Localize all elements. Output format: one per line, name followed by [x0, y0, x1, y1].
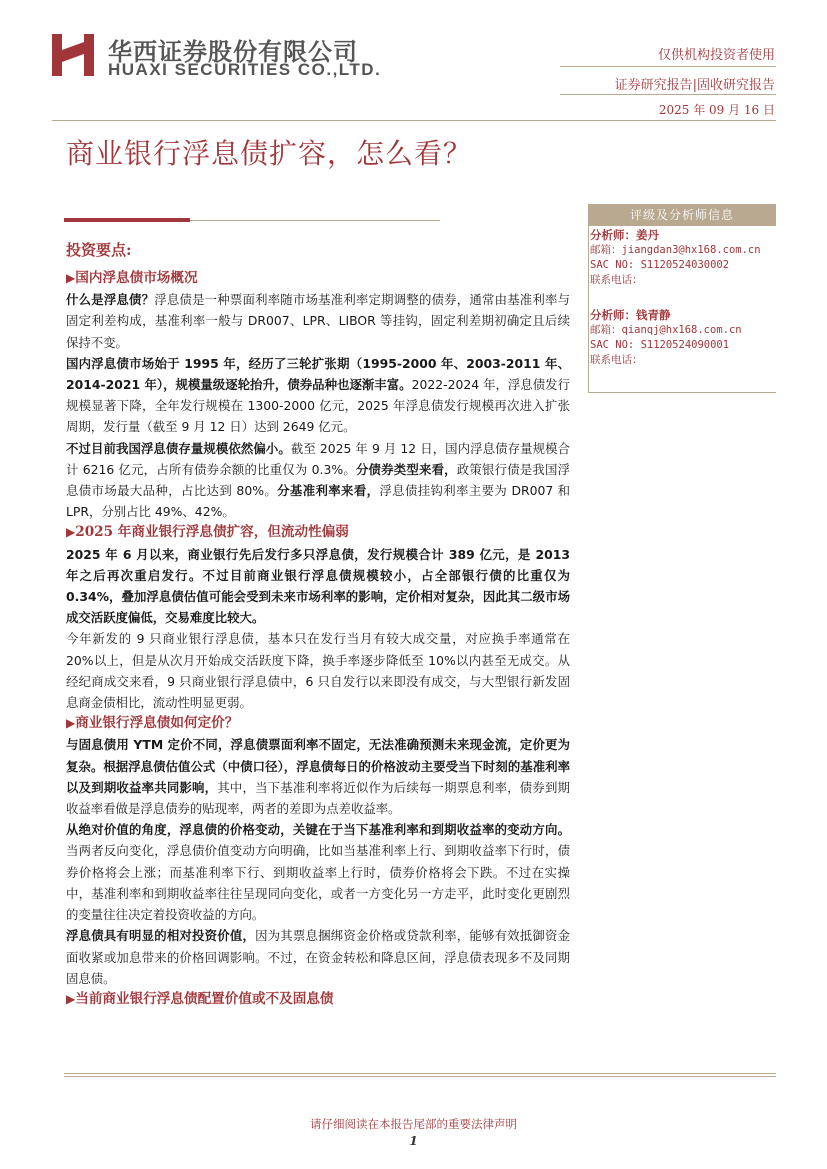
report-type: 证券研究报告|固收研究报告 [614, 78, 775, 93]
footer-rule-1 [64, 1073, 776, 1074]
analyst-email[interactable]: 邮箱：qianqj@hx168.com.cn [590, 324, 742, 336]
analyst-sac: SAC NO: S1120524030002 [590, 259, 730, 271]
header-rule [52, 120, 776, 121]
company-name-cn: 华西证券股份有限公司 [108, 37, 358, 66]
panel-bottom-rule [588, 392, 776, 393]
report-date: 2025 年 09 月 16 日 [658, 103, 775, 117]
page-title: 商业银行浮息债扩容，怎么看？ [66, 137, 473, 170]
triangle-icon: ▶ [66, 991, 76, 1006]
triangle-icon: ▶ [66, 271, 76, 285]
paragraph: 从绝对价值的角度，浮息债的价格变动，关键在于当下基准利率和到期收益率的变动方向。当两者反向变化，浮息债价值变动方向明确，比如当基准利率上行、到期收益率下行时，债券价格将会上涨；而基准利率下行、到期收益率上行时，债券价格将会下跌。不过在实操中，基准利率和到期收益率往往呈现同向变化，或者一方变化另一方走平，此时变化更剧烈的变量往往决定着投资收益的方向。 [66, 822, 570, 923]
paragraph: 国内浮息债市场始于 1995 年，经历了三轮扩张期（1995-2000 年、2003-2011 年、2014-2021 年），规模量级逐轮抬升，债券品种也逐渐丰富。2022-2024 年，浮息债发行规模显著下降，全年发行规模在 1300-2000 亿元，2025 年浮息债发行规模再次进入扩张周期，发行量（截至 9 月 12 日）达到 2649 亿元。 [66, 355, 570, 435]
section-heading-2: ▶2025 年商业银行浮息债扩容，但流动性偏弱 [66, 524, 349, 541]
analyst-name: 分析师：钱青静 [590, 308, 671, 322]
key-points-label: 投资要点: [66, 241, 132, 259]
huaxi-logo-icon [52, 34, 94, 76]
section-heading-1: ▶国内浮息债市场概况 [66, 270, 198, 286]
analyst-name: 分析师：姜丹 [590, 228, 659, 242]
analyst-sac: SAC NO: S1120524090001 [590, 339, 730, 351]
paragraph: 什么是浮息债？浮息债是一种票面利率随市场基准利率定期调整的债券，通常由基准利率与固定利差构成，基准利率一般与 DR007、LPR、LIBOR 等挂钩，固定利差期初确定且后续保持不变。 [66, 292, 571, 350]
paragraph: 不过目前我国浮息债存量规模依然偏小。截至 2025 年 9 月 12 日，国内浮息债存量规模合计 6216 亿元，占所有债券余额的比重仅为 0.3%。分债券类型来看，政策银行债是我国浮息债市场最大品种，占比达到 80%。分基准利率来看，浮息债挂钩利率主要为 DR007 和 LPR，分别占比 49%、42%。 [66, 440, 571, 520]
main-content [66, 268, 570, 1010]
paragraph: 2025 年 6 月以来，商业银行先后发行多只浮息债，发行规模合计 389 亿元，是 2013 年之后再次重启发行。不过目前商业银行浮息债规模较小，占全部银行债的比重仅为 0.34%，叠加浮息债估值可能会受到未来市场利率的影响，定价相对复杂，因此其二级市场成交活跃度偏低，交易难度比较大。 [66, 546, 570, 626]
section-heading-3: ▶商业银行浮息债如何定价？ [66, 715, 239, 732]
header-divider-1 [560, 66, 776, 67]
title-accent-bar [64, 218, 190, 222]
legal-disclaimer: 请仔细阅读在本报告尾部的重要法律声明 [310, 1117, 517, 1131]
triangle-icon: ▶ [66, 525, 76, 540]
analyst-email[interactable]: 邮箱：jiangdan3@hx168.com.cn [590, 244, 761, 256]
analyst-phone: 联系电话： [590, 354, 643, 366]
company-name-en: HUAXI SECURITIES CO.,LTD. [108, 60, 382, 79]
paragraph: 浮息债具有明显的相对投资价值，因为其票息捆绑资金价格或贷款利率，能够有效抵御资金面收紧或加息带来的价格回调影响。不过，在资金转松和降息区间，浮息债表现多不及同期固息债。 [66, 928, 571, 986]
analyst-phone: 联系电话： [590, 274, 643, 286]
title-accent-line [190, 220, 440, 221]
paragraph: 今年新发的 9 只商业银行浮息债，基本只在发行当月有较大成交量，对应换手率通常在 20%以上，但是从次月开始成交活跃度下降，换手率逐步降低至 10%以内甚至无成交。从经纪商成交来看，9 只商业银行浮息债中，6 只自发行以来即没有成交，与大型银行新发固息商金债相比，流动性明显更弱。 [66, 631, 570, 711]
footer-rule-2 [64, 1076, 776, 1077]
header-divider-2 [560, 94, 776, 95]
section-heading-4: ▶当前商业银行浮息债配置价值或不及固息债 [66, 990, 334, 1007]
triangle-icon: ▶ [66, 716, 76, 731]
analyst-panel-heading: 评级及分析师信息 [588, 204, 776, 226]
page-number: 1 [409, 1134, 418, 1148]
audience-note: 仅供机构投资者使用 [657, 48, 775, 63]
paragraph: 与固息债用 YTM 定价不同，浮息债票面利率不固定，无法准确预测未来现金流，定价更为复杂。根据浮息债估值公式（中债口径），浮息债每日的价格波动主要受当下时刻的基准利率以及到期收益率共同影响，其中，当下基准利率将近似作为后续每一期票息利率，债券到期收益率看做是浮息债券的贴现率，两者的差即为点差收益率。 [66, 737, 571, 817]
analyst-panel [588, 226, 777, 392]
